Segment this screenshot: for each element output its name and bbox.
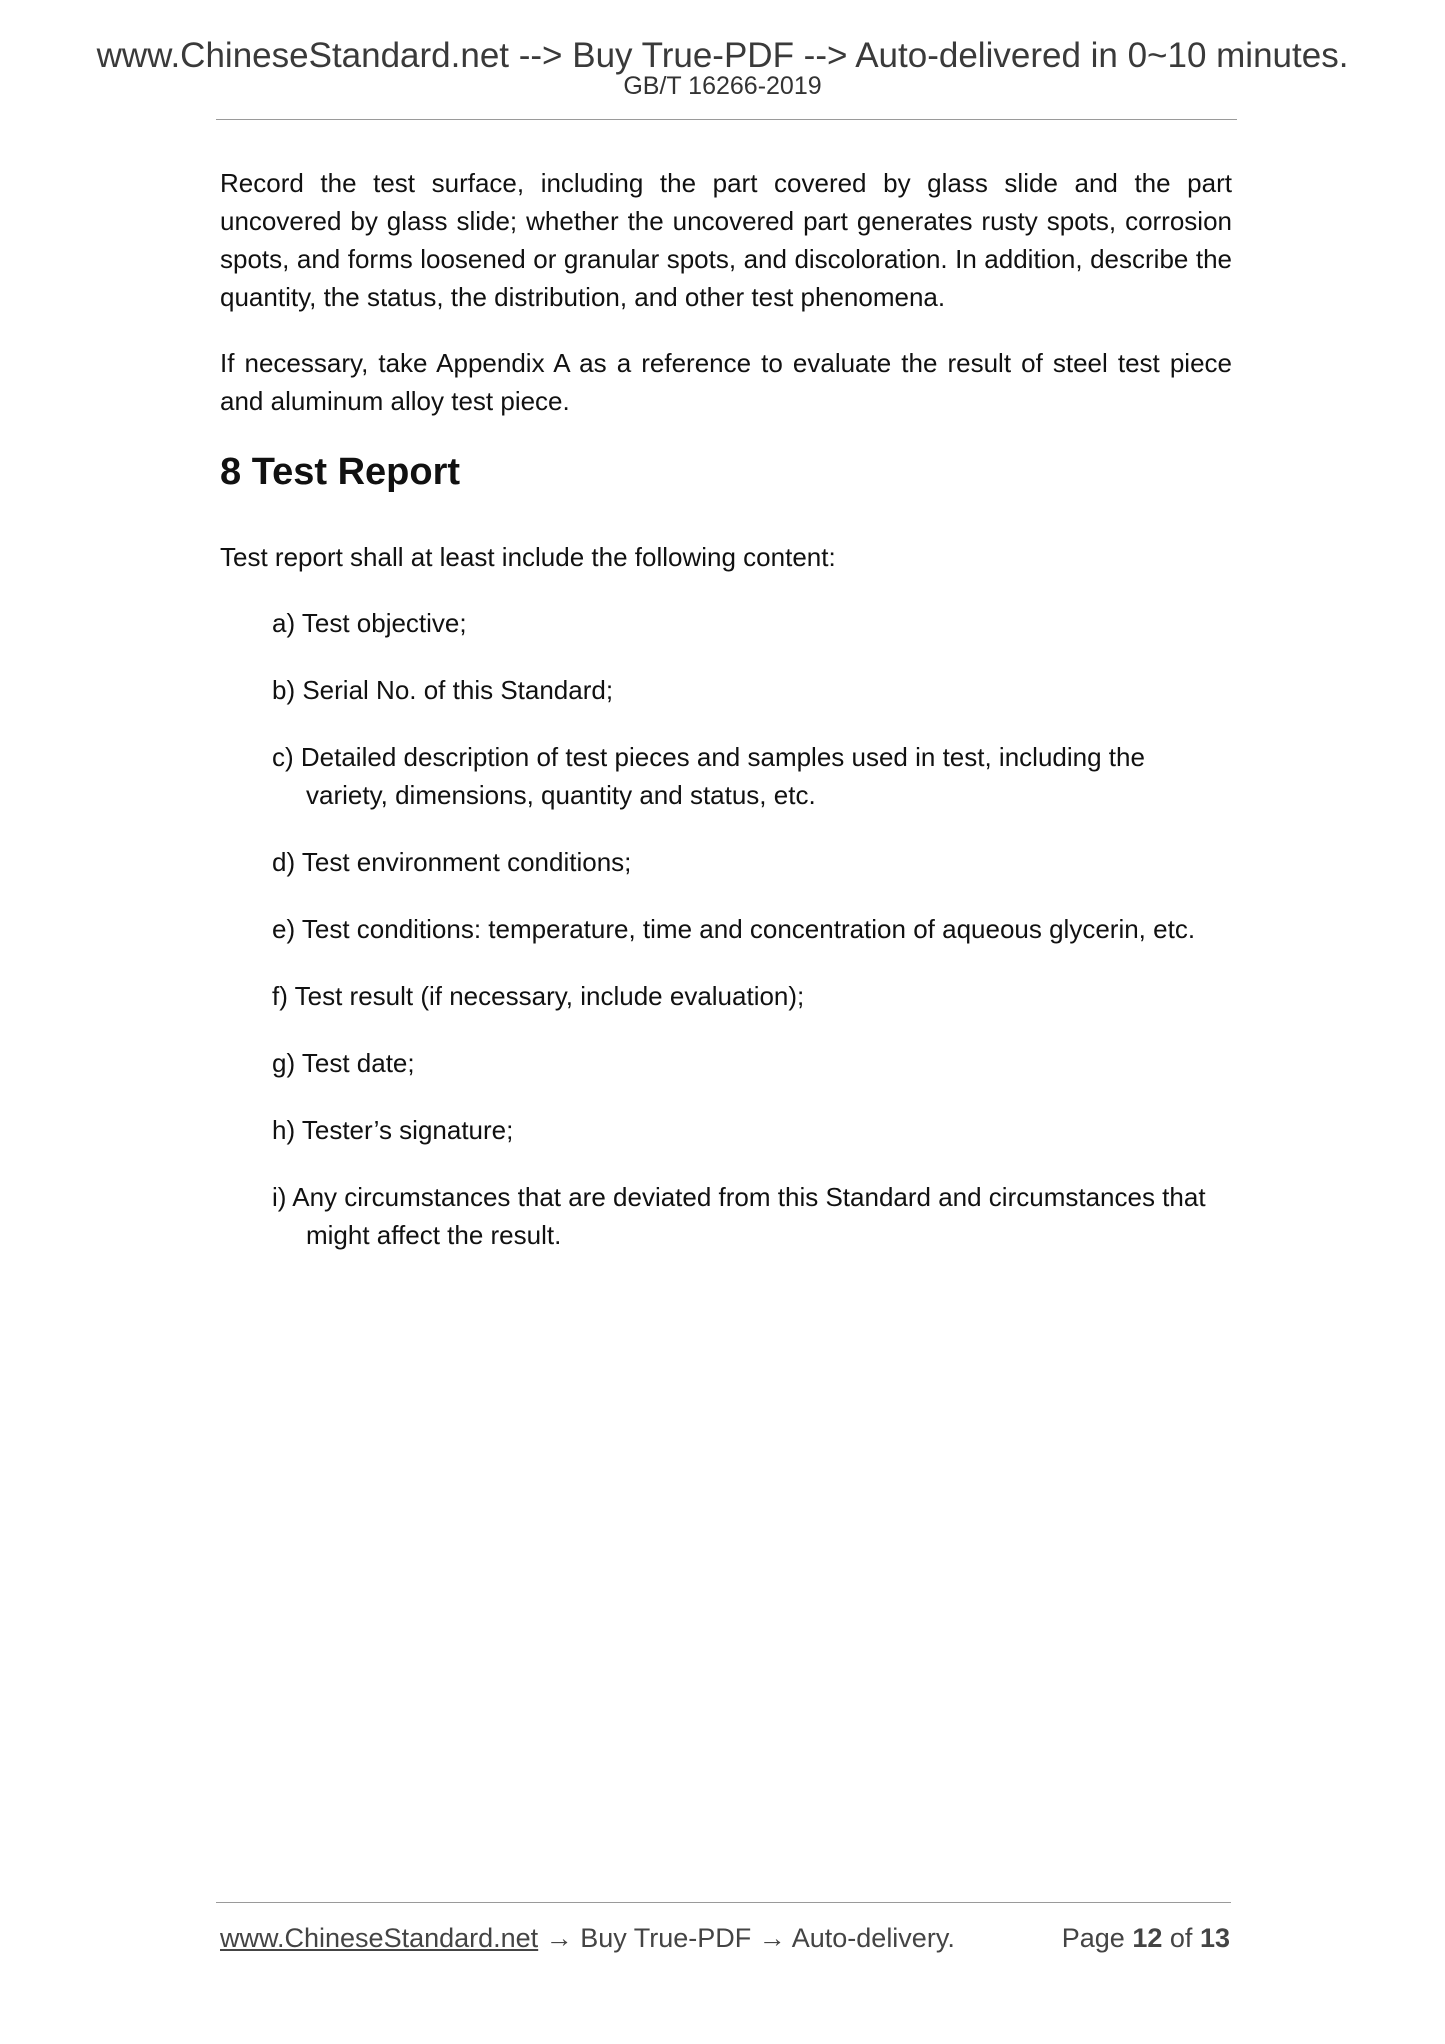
- list-item-e: e) Test conditions: temperature, time and concentration of aqueous glycerin, etc.: [272, 914, 1196, 944]
- page-indicator: [1062, 1922, 1230, 1954]
- footer-site-link[interactable]: www.ChineseStandard.net: [220, 1923, 539, 1953]
- list-item-d: d) Test environment conditions;: [272, 847, 632, 877]
- list-item-h: h) Tester’s signature;: [272, 1115, 514, 1145]
- section-heading: 8 Test Report: [220, 451, 461, 493]
- list-item-c: c) Detailed description of test pieces and samples used in test, including the variety, dimensions, quantity and status, etc.: [272, 742, 1145, 810]
- footer-divider: [216, 1902, 1231, 1903]
- list-item-i: i) Any circumstances that are deviated from this Standard and circumstances that might affect the result.: [272, 1182, 1206, 1250]
- list-item-g: g) Test date;: [272, 1048, 415, 1078]
- record-paragraph: Record the test surface, including the part covered by glass slide and the part uncovered by glass slide; whether the uncovered part generates rusty spots, corrosion spots, and forms loosened or granular spots, and discoloration. In addition, describe the quantity, the status, the distribution, and other test phenomena.: [220, 168, 1232, 312]
- page-label: Page: [1061, 1923, 1125, 1953]
- list-item-b: b) Serial No. of this Standard;: [272, 675, 614, 705]
- page-footer: [220, 1922, 1230, 1954]
- page-total: 13: [1199, 1923, 1230, 1953]
- appendix-paragraph: If necessary, take Appendix A as a reference to evaluate the result of steel test piece and aluminum alloy test piece.: [220, 348, 1232, 416]
- site-banner: www.ChineseStandard.net --> Buy True-PDF --> Auto-delivered in 0~10 minutes.: [96, 36, 1349, 75]
- page-body: [220, 164, 1232, 1283]
- header-divider: [216, 119, 1237, 120]
- footer-tagline: → Buy True-PDF → Auto-delivery.: [538, 1923, 955, 1953]
- standard-code: GB/T 16266-2019: [623, 72, 822, 100]
- list-item-f: f) Test result (if necessary, include evaluation);: [272, 981, 805, 1011]
- report-content-list: [220, 604, 1232, 1254]
- list-item-a: a) Test objective;: [272, 608, 467, 638]
- page-current: 12: [1132, 1923, 1163, 1953]
- page-of: of: [1169, 1923, 1193, 1953]
- report-intro: Test report shall at least include the following content:: [220, 542, 836, 572]
